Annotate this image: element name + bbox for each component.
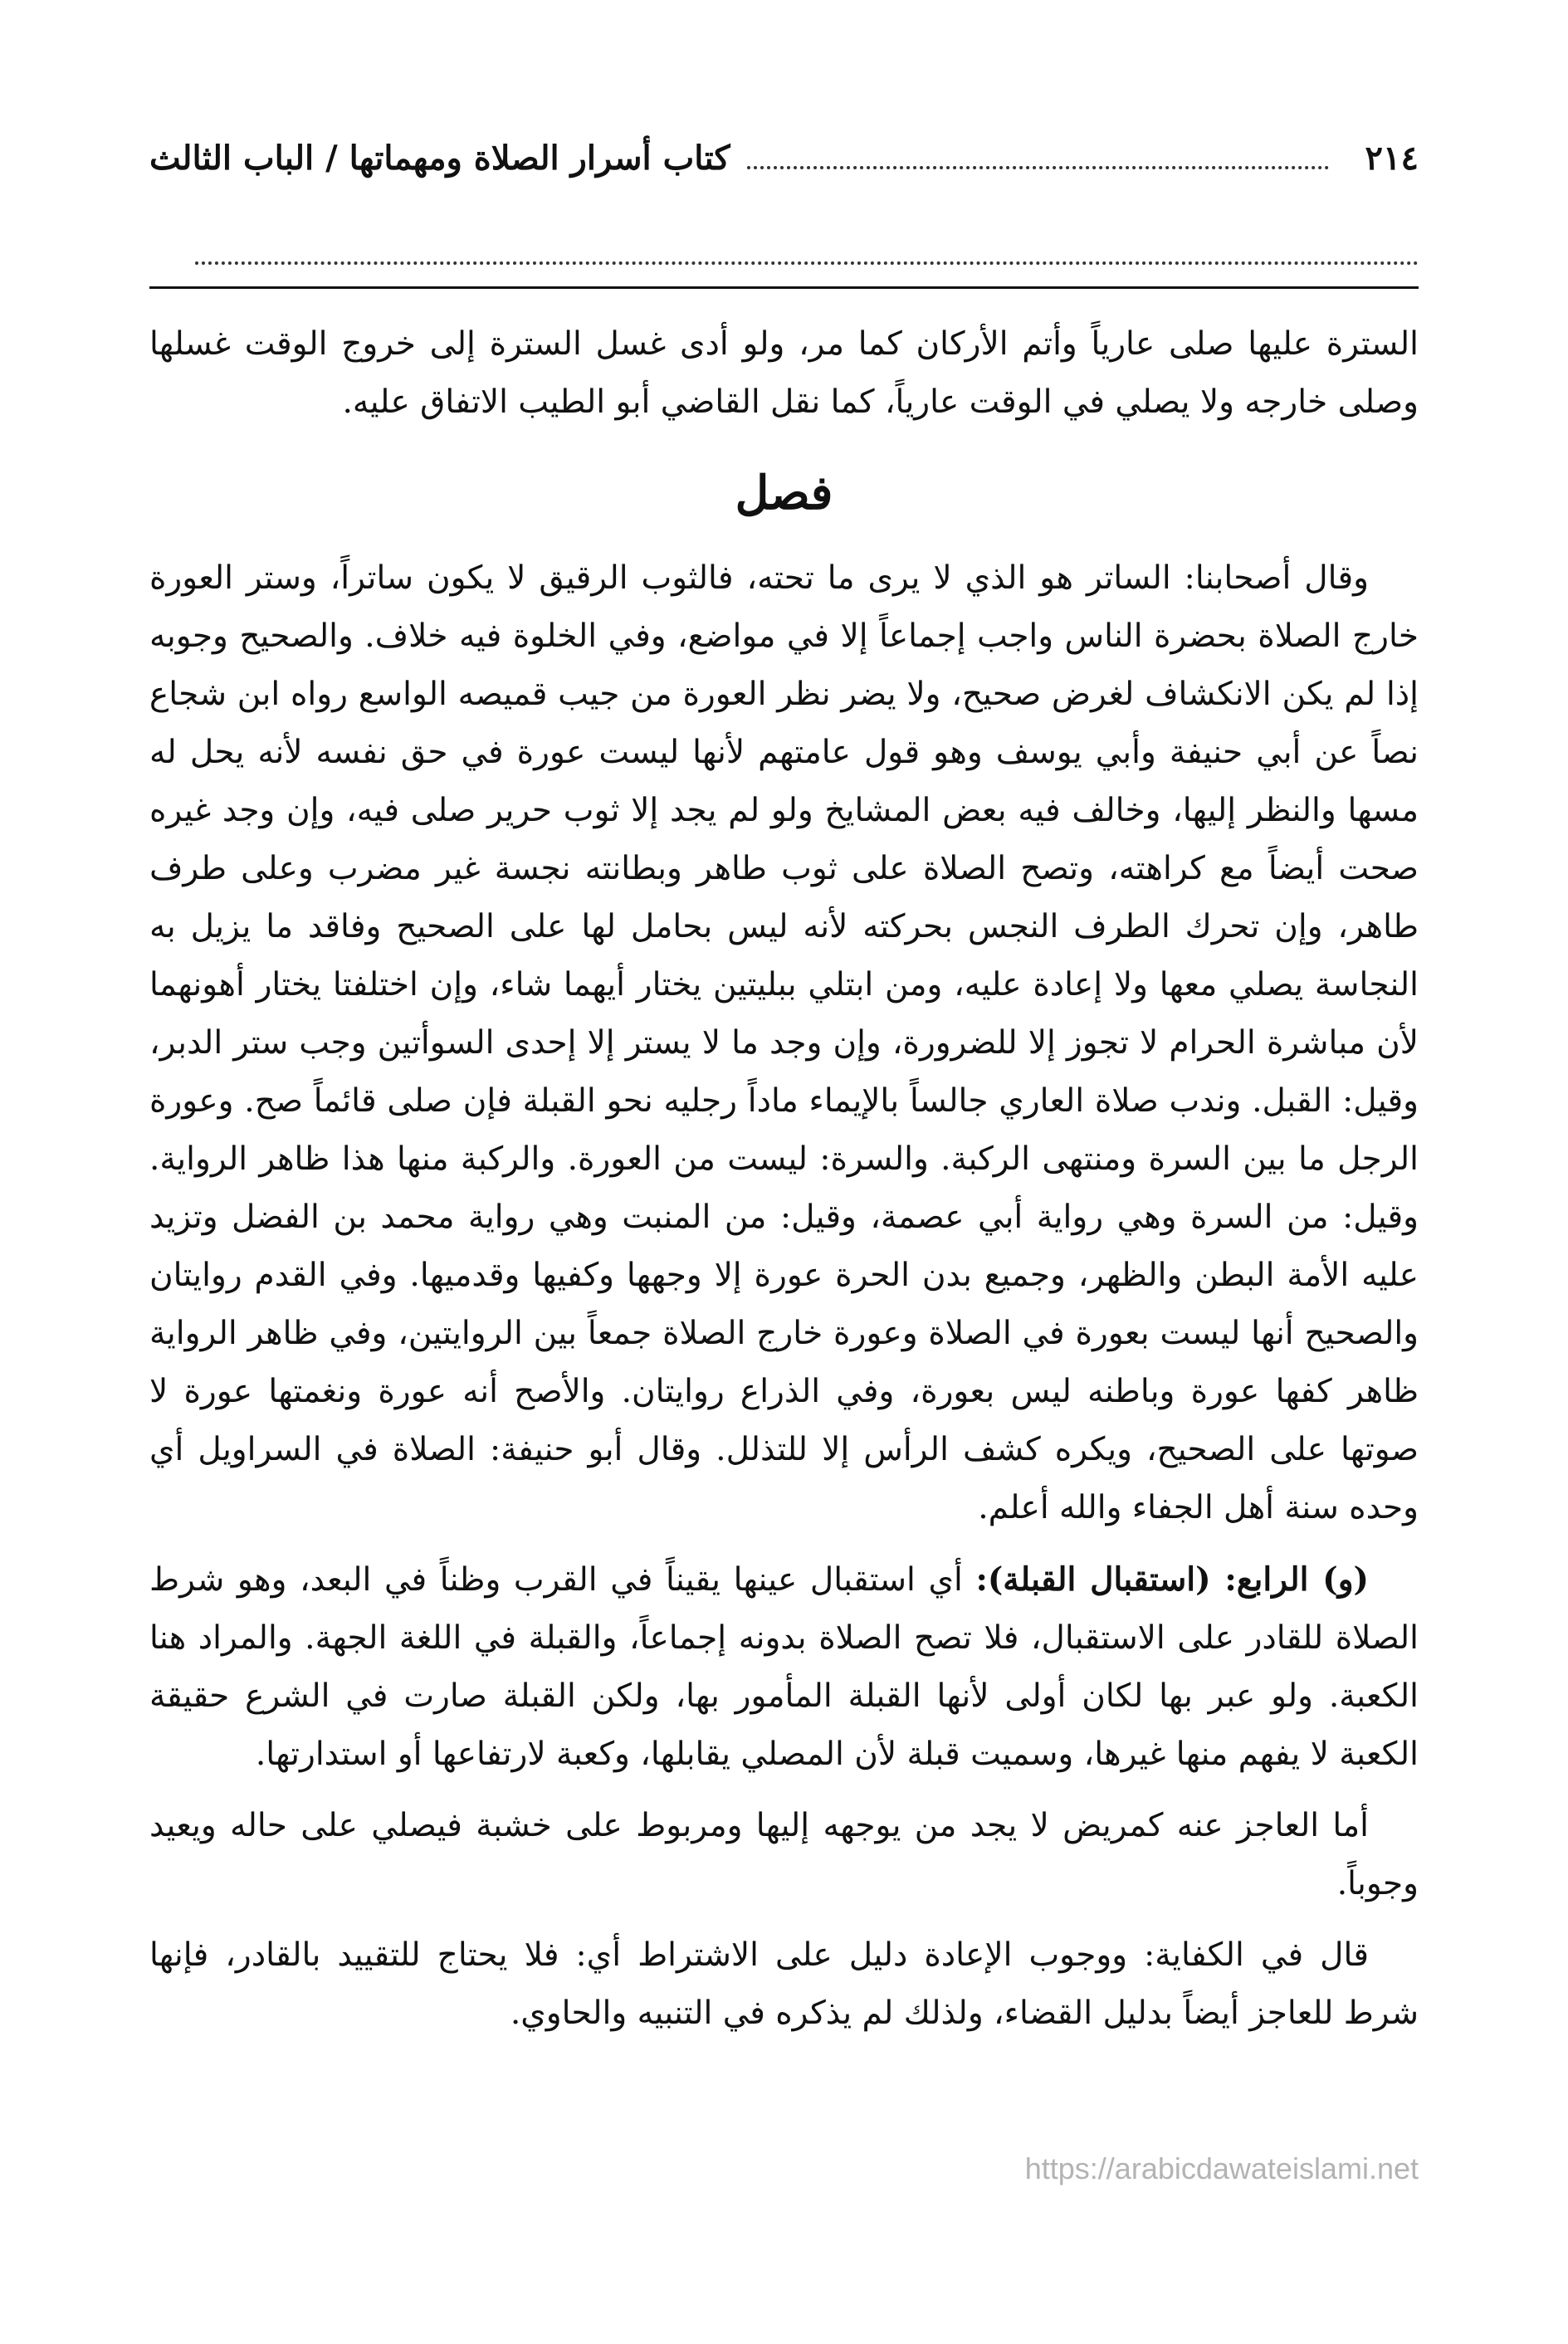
source-watermark: https://arabicdawateislami.net bbox=[1024, 2151, 1419, 2185]
kifaya-paragraph: قال في الكفاية: ووجوب الإعادة دليل على الاشتراط أي: فلا يحتاج للتقييد بالقادر، فإنها شرط للعاجز أيضاً بدليل القضاء، ولذلك لم يذكره في التنبيه والحاوي. bbox=[149, 1936, 1419, 2032]
section-heading: فصل bbox=[735, 466, 833, 520]
header-solid-rule bbox=[149, 286, 1419, 289]
header-dotted-rule bbox=[195, 261, 1419, 265]
section-paragraph: وقال أصحابنا: الساتر هو الذي لا يرى ما تحته، فالثوب الرقيق لا يكون ساتراً، وستر العورة خارج الصلاة بحضرة الناس واجب إجماعاً إلا في مواضع، وفي الخلوة فيه خلاف. والصحيح وجوبه إذا لم يكن الانكشاف لغرض صحيح، ولا يضر نظر العورة من جيب قميصه الواسع رواه ابن شجاع نصاً عن أبي حنيفة وأبي يوسف وهو قول عامتهم لأنها ليست عورة في حق نفسه لأنه يحل له مسها والنظر إليها، وخالف فيه بعض المشايخ ولو لم يجد إلا ثوب حرير صلى فيه، وإن وجد غيره صحت أيضاً مع كراهته، وتصح الصلاة على ثوب طاهر وبطانته نجسة غير مضرب وعلى طرف طاهر، وإن تحرك الطرف النجس بحركته لأنه ليس بحامل لها على الصحيح وفاقد ما يزيل به النجاسة يصلي معها ولا إعادة عليه، ومن ابتلي ببليتين يختار أيهما شاء، وإن اختلفتا يختار أهونهما لأن مباشرة الحرام لا تجوز إلا للضرورة، وإن وجد ما لا يستر إلا إحدى السوأتين وجب ستر الدبر، وقيل: القبل. وندب صلاة العاري جالساً بالإيماء ماداً رجليه نحو القبلة فإن صلى قائماً صح. وعورة الرجل ما بين السرة ومنتهى الركبة. والسرة: ليست من العورة. والركبة منها هذا ظاهر الرواية. وقيل: من السرة وهي رواية أبي عصمة، وقيل: من المنبت وهي رواية محمد بن الفضل وتزيد عليه الأمة البطن والظهر، وجميع بدن الحرة عورة إلا وجهها وكفيها وقدميها. وفي القدم روايتان والصحيح أنها ليست بعورة في الصلاة وعورة خارج الصلاة جمعاً بين الروايتين، وفي ظاهر الرواية ظاهر كفها عورة وباطنه ليس بعورة، وفي الذراع روايتان. والأصح أنه عورة ونغمتها عورة لا صوتها على الصحيح، ويكره كشف الرأس إلا للتذلل. وقال أبو حنيفة: الصلاة في السراويل أي وحده سنة أهل الجفاء والله أعلم. bbox=[149, 559, 1419, 1526]
header-dot-leader bbox=[747, 166, 1329, 169]
qibla-text: أي استقبال عينها يقيناً في القرب وظناً في البعد، وهو شرط الصلاة للقادر على الاستقبال، فلا تصح الصلاة بدونه إجماعاً، والقبلة في اللغة الجهة. والمراد هنا الكعبة. ولو عبر بها لكان أولى لأنها القبلة المأمور بها، ولكن القبلة صارت في الشرع حقيقة الكعبة لا يفهم منها غيرها، وسميت قبلة لأن المصلي يقابلها، وكعبة لارتفاعها أو استدارتها. bbox=[149, 1561, 1419, 1773]
opening-paragraph: السترة عليها صلى عارياً وأتم الأركان كما مر، ولو أدى غسل السترة إلى خروج الوقت غسلها وصلى خارجه ولا يصلي في الوقت عارياً، كما نقل القاضي أبو الطيب الاتفاق عليه. bbox=[149, 325, 1419, 421]
qibla-lead: (و) الرابع: (استقبال القبلة): bbox=[975, 1560, 1369, 1599]
incapable-paragraph: أما العاجز عنه كمريض لا يجد من يوجهه إليها ومربوط على خشبة فيصلي على حاله ويعيد وجوباً. bbox=[149, 1807, 1419, 1902]
running-title: كتاب أسرار الصلاة ومهماتها / الباب الثالث bbox=[149, 138, 730, 178]
page-number: ٢١٤ bbox=[1365, 138, 1419, 178]
qibla-paragraph bbox=[149, 1550, 1419, 1784]
page-header bbox=[149, 125, 1419, 191]
page-body bbox=[149, 315, 1419, 2043]
